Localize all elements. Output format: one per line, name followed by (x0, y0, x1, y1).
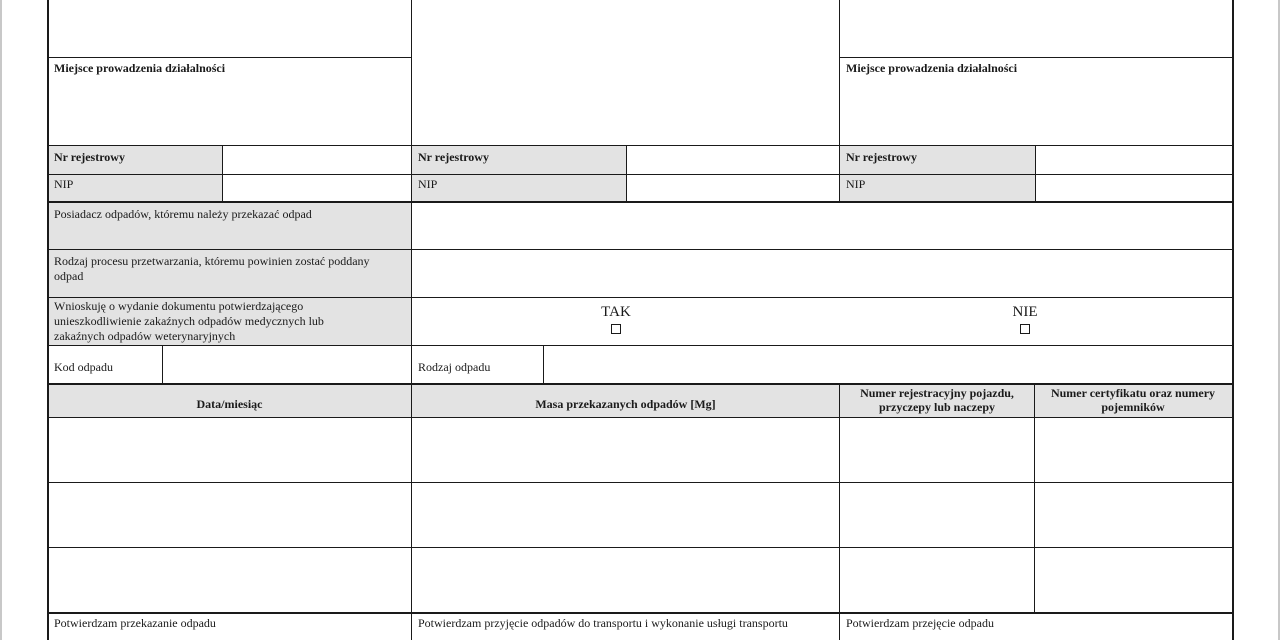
confirm-transfer-label: Potwierdzam przekazanie odpadu (54, 616, 216, 630)
choice-yes-label: TAK (601, 304, 631, 320)
left-nip-label: NIP (54, 177, 74, 191)
table-header-certificate: Numer certyfikatu oraz numery pojemników (1050, 386, 1216, 414)
holder-label: Posiadacz odpadów, któremu należy przekazać odpad (54, 207, 312, 221)
right-business-place-label: Miejsce prowadzenia działalności (846, 61, 1018, 75)
table-header-vehicle: Numer rejestracyjny pojazdu, przyczepy lub naczepy (860, 386, 1014, 414)
confirm-receipt-label: Potwierdzam przejęcie odpadu (846, 616, 994, 630)
right-nip-label: NIP (846, 177, 866, 191)
process-label: Rodzaj procesu przetwarzania, któremu powinien zostać poddany odpad (54, 254, 370, 283)
yes-checkbox[interactable] (611, 324, 621, 334)
waste-code-label: Kod odpadu (54, 360, 113, 374)
waste-type-label: Rodzaj odpadu (418, 360, 491, 374)
request-label: Wnioskuję o wydanie dokumentu potwierdzającego unieszkodliwienie zakaźnych odpadów medycznych lub zakaźnych odpadów weterynaryjnych (54, 299, 324, 343)
right-reg-label: Nr rejestrowy (846, 150, 917, 164)
confirm-transport-label: Potwierdzam przyjęcie odpadów do transportu i wykonanie usługi transportu (418, 616, 788, 630)
left-reg-label: Nr rejestrowy (54, 150, 125, 164)
no-checkbox[interactable] (1020, 324, 1030, 334)
left-business-place-label: Miejsce prowadzenia działalności (54, 61, 226, 75)
table-header-mass: Masa przekazanych odpadów [Mg] (535, 397, 716, 411)
middle-nip-label: NIP (418, 177, 438, 191)
middle-reg-label: Nr rejestrowy (418, 150, 489, 164)
table-header-date: Data/miesiąc (196, 397, 263, 411)
page-edge-left (0, 0, 2, 640)
choice-no-label: NIE (1012, 304, 1038, 320)
